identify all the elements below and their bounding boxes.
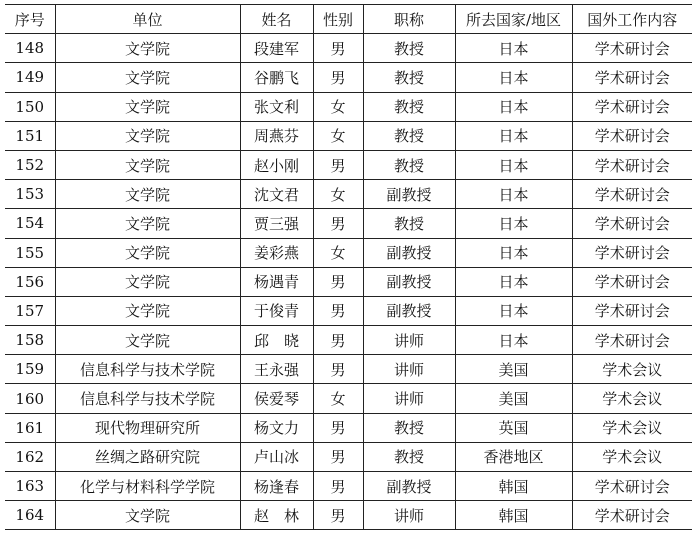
cell-work-content: 学术研讨会 [572, 267, 692, 296]
cell-index: 162 [5, 442, 55, 471]
cell-work-content: 学术研讨会 [572, 472, 692, 501]
cell-work-content: 学术研讨会 [572, 121, 692, 150]
cell-destination: 日本 [455, 92, 572, 121]
table-row [5, 121, 692, 150]
cell-destination: 日本 [455, 267, 572, 296]
cell-name: 于俊青 [240, 296, 313, 325]
cell-index: 148 [5, 34, 55, 63]
cell-destination: 日本 [455, 63, 572, 92]
table-row [5, 63, 692, 92]
cell-index: 154 [5, 209, 55, 238]
table-row [5, 238, 692, 267]
cell-work-content: 学术研讨会 [572, 63, 692, 92]
cell-name: 贾三强 [240, 209, 313, 238]
table-row [5, 209, 692, 238]
cell-unit: 文学院 [55, 92, 240, 121]
cell-index: 153 [5, 180, 55, 209]
cell-name: 谷鹏飞 [240, 63, 313, 92]
cell-destination: 日本 [455, 34, 572, 63]
cell-index: 150 [5, 92, 55, 121]
table-row [5, 384, 692, 413]
header-work-content: 国外工作内容 [572, 5, 692, 34]
cell-work-content: 学术会议 [572, 384, 692, 413]
cell-title: 讲师 [363, 384, 455, 413]
cell-destination: 英国 [455, 413, 572, 442]
cell-name: 赵 林 [240, 501, 313, 530]
cell-name: 王永强 [240, 355, 313, 384]
cell-work-content: 学术会议 [572, 442, 692, 471]
table-row [5, 472, 692, 501]
visit-table [5, 4, 692, 530]
table-row [5, 296, 692, 325]
cell-title: 教授 [363, 92, 455, 121]
cell-index: 149 [5, 63, 55, 92]
cell-unit: 信息科学与技术学院 [55, 384, 240, 413]
cell-title: 副教授 [363, 296, 455, 325]
table-row [5, 267, 692, 296]
cell-name: 姜彩燕 [240, 238, 313, 267]
cell-work-content: 学术研讨会 [572, 209, 692, 238]
cell-gender: 男 [313, 326, 363, 355]
cell-destination: 日本 [455, 180, 572, 209]
cell-gender: 男 [313, 267, 363, 296]
cell-gender: 男 [313, 472, 363, 501]
cell-destination: 美国 [455, 355, 572, 384]
cell-work-content: 学术研讨会 [572, 326, 692, 355]
cell-unit: 文学院 [55, 238, 240, 267]
cell-index: 159 [5, 355, 55, 384]
cell-gender: 男 [313, 34, 363, 63]
cell-unit: 现代物理研究所 [55, 413, 240, 442]
cell-destination: 日本 [455, 209, 572, 238]
cell-work-content: 学术研讨会 [572, 501, 692, 530]
cell-index: 160 [5, 384, 55, 413]
cell-gender: 女 [313, 92, 363, 121]
cell-gender: 女 [313, 238, 363, 267]
table-row [5, 355, 692, 384]
cell-title: 讲师 [363, 326, 455, 355]
cell-destination: 香港地区 [455, 442, 572, 471]
cell-name: 杨文力 [240, 413, 313, 442]
cell-title: 教授 [363, 150, 455, 179]
table-row [5, 150, 692, 179]
cell-index: 155 [5, 238, 55, 267]
cell-unit: 化学与材料科学学院 [55, 472, 240, 501]
cell-name: 侯爱琴 [240, 384, 313, 413]
cell-work-content: 学术会议 [572, 355, 692, 384]
cell-work-content: 学术研讨会 [572, 150, 692, 179]
cell-name: 邱 晓 [240, 326, 313, 355]
cell-index: 158 [5, 326, 55, 355]
cell-name: 段建军 [240, 34, 313, 63]
cell-destination: 日本 [455, 326, 572, 355]
table-row [5, 180, 692, 209]
cell-unit: 文学院 [55, 121, 240, 150]
cell-destination: 日本 [455, 121, 572, 150]
cell-destination: 日本 [455, 150, 572, 179]
cell-index: 152 [5, 150, 55, 179]
header-index: 序号 [5, 5, 55, 34]
cell-title: 教授 [363, 63, 455, 92]
cell-unit: 文学院 [55, 267, 240, 296]
header-name: 姓名 [240, 5, 313, 34]
cell-unit: 文学院 [55, 34, 240, 63]
cell-gender: 男 [313, 209, 363, 238]
cell-gender: 女 [313, 121, 363, 150]
cell-name: 赵小刚 [240, 150, 313, 179]
cell-title: 教授 [363, 442, 455, 471]
cell-gender: 男 [313, 63, 363, 92]
cell-destination: 美国 [455, 384, 572, 413]
table-row [5, 326, 692, 355]
cell-unit: 文学院 [55, 180, 240, 209]
table-row [5, 34, 692, 63]
cell-title: 副教授 [363, 180, 455, 209]
header-title: 职称 [363, 5, 455, 34]
cell-title: 讲师 [363, 355, 455, 384]
cell-unit: 丝绸之路研究院 [55, 442, 240, 471]
cell-gender: 男 [313, 442, 363, 471]
cell-work-content: 学术研讨会 [572, 238, 692, 267]
cell-unit: 文学院 [55, 501, 240, 530]
cell-work-content: 学术会议 [572, 413, 692, 442]
cell-name: 杨遇青 [240, 267, 313, 296]
cell-title: 副教授 [363, 267, 455, 296]
cell-destination: 韩国 [455, 501, 572, 530]
cell-title: 副教授 [363, 238, 455, 267]
cell-gender: 男 [313, 413, 363, 442]
header-gender: 性别 [313, 5, 363, 34]
cell-work-content: 学术研讨会 [572, 92, 692, 121]
cell-unit: 文学院 [55, 326, 240, 355]
cell-destination: 日本 [455, 296, 572, 325]
cell-title: 教授 [363, 34, 455, 63]
cell-index: 157 [5, 296, 55, 325]
cell-work-content: 学术研讨会 [572, 180, 692, 209]
cell-gender: 男 [313, 355, 363, 384]
cell-index: 156 [5, 267, 55, 296]
cell-index: 164 [5, 501, 55, 530]
table-row [5, 501, 692, 530]
cell-gender: 男 [313, 296, 363, 325]
cell-unit: 信息科学与技术学院 [55, 355, 240, 384]
cell-name: 周燕芬 [240, 121, 313, 150]
cell-title: 副教授 [363, 472, 455, 501]
cell-name: 卢山冰 [240, 442, 313, 471]
cell-unit: 文学院 [55, 63, 240, 92]
table-row [5, 442, 692, 471]
cell-title: 教授 [363, 413, 455, 442]
cell-unit: 文学院 [55, 150, 240, 179]
cell-gender: 女 [313, 180, 363, 209]
cell-index: 151 [5, 121, 55, 150]
cell-unit: 文学院 [55, 209, 240, 238]
cell-title: 教授 [363, 121, 455, 150]
cell-destination: 日本 [455, 238, 572, 267]
table-row [5, 92, 692, 121]
cell-work-content: 学术研讨会 [572, 296, 692, 325]
cell-title: 教授 [363, 209, 455, 238]
table-row [5, 413, 692, 442]
cell-work-content: 学术研讨会 [572, 34, 692, 63]
cell-name: 沈文君 [240, 180, 313, 209]
header-row [5, 5, 692, 34]
cell-gender: 男 [313, 501, 363, 530]
cell-unit: 文学院 [55, 296, 240, 325]
cell-gender: 女 [313, 384, 363, 413]
header-destination: 所去国家/地区 [455, 5, 572, 34]
cell-index: 161 [5, 413, 55, 442]
cell-gender: 男 [313, 150, 363, 179]
cell-index: 163 [5, 472, 55, 501]
cell-destination: 韩国 [455, 472, 572, 501]
cell-name: 张文利 [240, 92, 313, 121]
cell-name: 杨逢春 [240, 472, 313, 501]
cell-title: 讲师 [363, 501, 455, 530]
header-unit: 单位 [55, 5, 240, 34]
